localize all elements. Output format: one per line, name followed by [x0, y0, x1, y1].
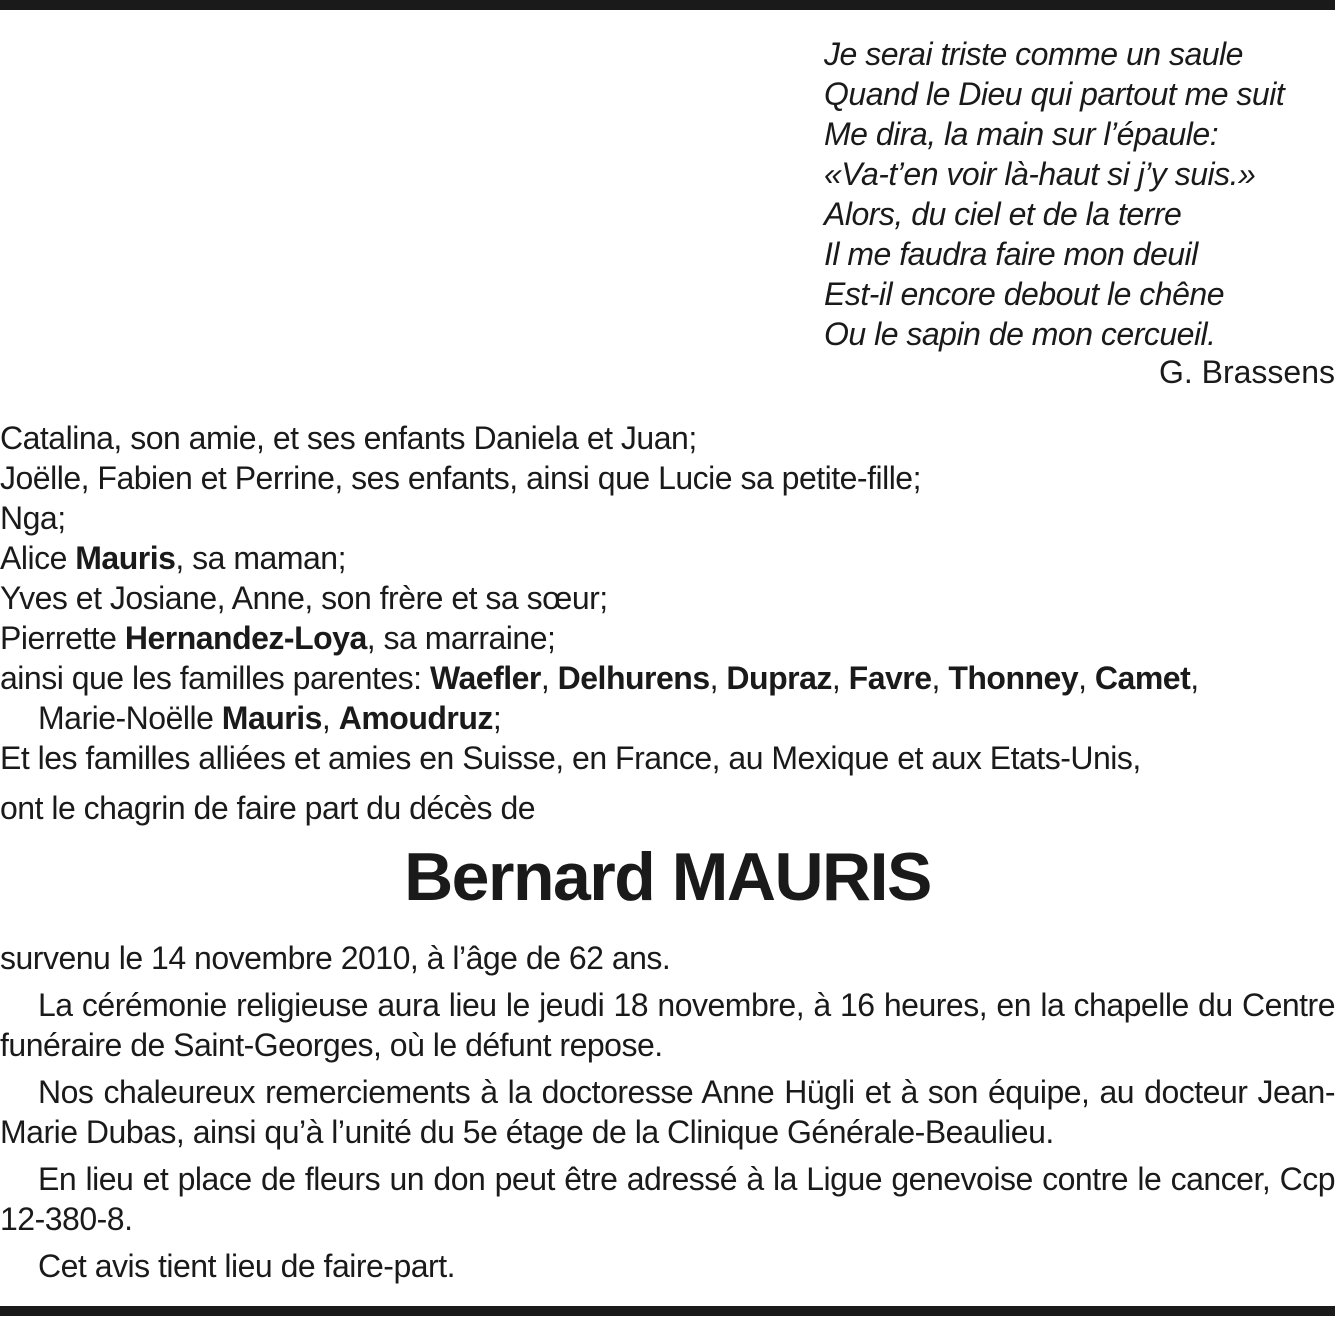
family-text: , sa marraine;: [366, 620, 556, 656]
family-line: [0, 618, 1335, 658]
separator: ,: [540, 660, 558, 696]
family-surname: Thonney: [948, 660, 1079, 696]
family-text: , sa maman;: [175, 540, 346, 576]
donation-text: En lieu et place de fleurs un don peut être adressé à la Ligue genevoise contre le cancer, Ccp 12-380-8.: [0, 1161, 1335, 1237]
family-line: [0, 538, 1335, 578]
separator: ,: [709, 660, 727, 696]
thanks-text: Nos chaleureux remerciements à la doctoresse Anne Hügli et à son équipe, au docteur Jean-Marie Dubas, ainsi qu’à l’unité du 5e étage de la Clinique Générale-Beaulieu.: [0, 1074, 1335, 1150]
family-line: [0, 658, 1335, 698]
family-surname: Waefler: [429, 660, 541, 696]
poem-line: Alors, du ciel et de la terre: [824, 196, 1182, 232]
poem-line: Quand le Dieu qui partout me suit: [824, 76, 1285, 112]
family-line: [0, 698, 1335, 738]
family-surname: Mauris: [221, 700, 322, 736]
family-announcement: [0, 418, 1335, 828]
deceased-name: Bernard MAURIS: [404, 839, 931, 915]
family-surname: Amoudruz: [338, 700, 493, 736]
family-text: ainsi que les familles parentes:: [0, 660, 430, 696]
separator: ,: [931, 660, 949, 696]
family-surname: Delhurens: [557, 660, 710, 696]
poem-line: Je serai triste comme un saule: [824, 36, 1243, 72]
family-text: Marie-Noëlle: [38, 700, 222, 736]
poem-author: G. Brassens: [1158, 354, 1335, 390]
poem-line: Ou le sapin de mon cercueil.: [824, 316, 1216, 352]
family-text: ,: [1190, 660, 1199, 696]
ceremony-text: La cérémonie religieuse aura lieu le jeudi 18 novembre, à 16 heures, en la chapelle du Centre funéraire de Saint-Georges, où le défunt repose.: [0, 987, 1335, 1063]
bottom-border-rule: [0, 1306, 1335, 1316]
poem-line: «Va-t’en voir là-haut si j’y suis.»: [824, 156, 1256, 192]
family-text: Pierrette: [0, 620, 125, 656]
notice-details: [0, 938, 1335, 1293]
separator: ,: [1078, 660, 1095, 696]
family-text: Alice: [0, 540, 76, 576]
top-border-rule: [0, 0, 1335, 10]
family-surname: Favre: [848, 660, 932, 696]
family-surname: Dupraz: [726, 660, 832, 696]
family-surname: Mauris: [75, 540, 176, 576]
poem-line: Me dira, la main sur l’épaule:: [824, 116, 1219, 152]
poem-epigraph: [824, 34, 1335, 354]
family-surname: Camet: [1094, 660, 1191, 696]
family-line: Yves et Josiane, Anne, son frère et sa sœur;: [0, 580, 608, 616]
family-text: ;: [492, 700, 502, 736]
family-line: Catalina, son amie, et ses enfants Daniela et Juan;: [0, 420, 697, 456]
death-date-text: survenu le 14 novembre 2010, à l’âge de 62 ans.: [0, 940, 671, 976]
notice-text: Cet avis tient lieu de faire-part.: [38, 1248, 455, 1284]
separator: ,: [831, 660, 849, 696]
family-line: Joëlle, Fabien et Perrine, ses enfants, ainsi que Lucie sa petite-fille;: [0, 460, 921, 496]
poem-line: Il me faudra faire mon deuil: [824, 236, 1198, 272]
poem-line: Est-il encore debout le chêne: [824, 276, 1224, 312]
family-line: Et les familles alliées et amies en Suisse, en France, au Mexique et aux Etats-Unis,: [0, 740, 1141, 776]
family-line: ont le chagrin de faire part du décès de: [0, 790, 536, 826]
separator: ,: [321, 700, 339, 736]
family-surname: Hernandez-Loya: [124, 620, 367, 656]
family-line: Nga;: [0, 500, 66, 536]
